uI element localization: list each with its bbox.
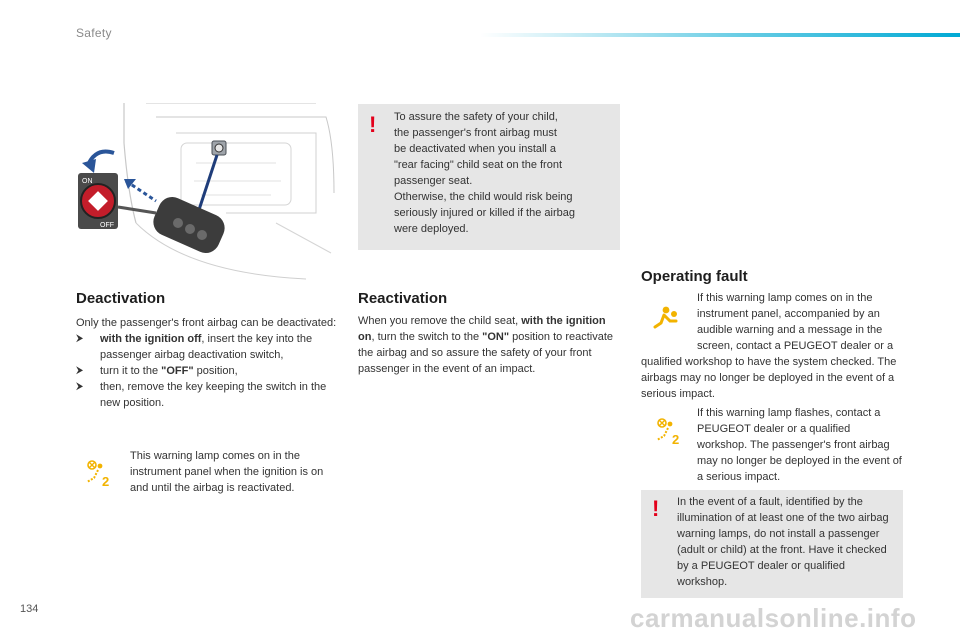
glovebox-switch-illustration <box>76 103 338 281</box>
fault-warning-box <box>641 490 903 598</box>
operating-fault-heading: Operating fault <box>641 268 748 285</box>
arrow-bullet-icon: ⮞ <box>76 381 84 392</box>
deactivation-step-2: ⮞ turn it to the "OFF" position, <box>76 365 238 377</box>
deactivation-body <box>76 315 338 411</box>
arrow-bullet-icon: ⮞ <box>76 365 84 376</box>
warning-exclamation-icon: ! <box>369 112 377 137</box>
watermark: carmanualsonline.info <box>630 603 917 633</box>
reactivation-heading: Reactivation <box>358 290 448 307</box>
svg-text:2: 2 <box>672 432 680 446</box>
airbag-off-lamp-icon <box>84 460 114 493</box>
header-accent-bar <box>480 33 960 37</box>
fault-warning-text: In the event of a fault, identified by the illumination of at least one of the two airbag warning lamps, do not install a passenger (adult or child) at the front. Have it checked by a PEUGEOT dealer or qualified workshop. <box>677 496 889 588</box>
reactivation-text: When you remove the child seat, with the ignition on, turn the switch to the "ON" position to reactivate the airbag and so assure the safety of your front passenger in the event of an impact. <box>358 315 614 375</box>
section-title: Safety <box>76 26 112 40</box>
fault-lamp-2-text: If this warning lamp flashes, contact a PEUGEOT dealer or a qualified workshop. The passenger's front airbag may no longer be deployed in the event of a serious impact. <box>697 407 902 483</box>
deactivation-intro: Only the passenger's front airbag can be deactivated: <box>76 317 337 329</box>
float-spacer <box>641 290 697 354</box>
illustration <box>76 103 338 281</box>
arrow-bullet-icon: ⮞ <box>76 333 84 344</box>
child-seat-warning-text: To assure the safety of your child, the passenger's front airbag must be deactivated when you install a "rear facing" child seat on the front passenger seat. Otherwise, the child would risk being seriously injured or killed if the airbag were deployed. <box>394 111 575 235</box>
child-seat-warning-box <box>358 104 620 250</box>
svg-text:2: 2 <box>102 474 110 488</box>
warning-exclamation-icon: ! <box>652 496 660 521</box>
page-number: 134 <box>20 603 39 615</box>
deactivation-lamp-note: This warning lamp comes on in the instrument panel when the ignition is on and until the airbag is reactivated. <box>130 450 324 494</box>
deactivation-step-1: ⮞ with the ignition off, insert the key into the passenger airbag deactivation switch, <box>76 333 313 361</box>
airbag-off-flashing-lamp-icon <box>654 418 684 451</box>
svg-text:OFF: OFF <box>100 222 114 229</box>
svg-text:ON: ON <box>82 178 93 185</box>
deactivation-heading: Deactivation <box>76 290 166 307</box>
fault-lamp-1-text: If this warning lamp comes on in the instrument panel, accompanied by an audible warning and a message in the screen, contact a PEUGEOT dealer or a qualified workshop to have the system checked. The airbags may no longer be deployed in the event of a serious impact. <box>641 292 897 400</box>
deactivation-step-3: ⮞ then, remove the key keeping the switch in the new position. <box>76 381 327 409</box>
